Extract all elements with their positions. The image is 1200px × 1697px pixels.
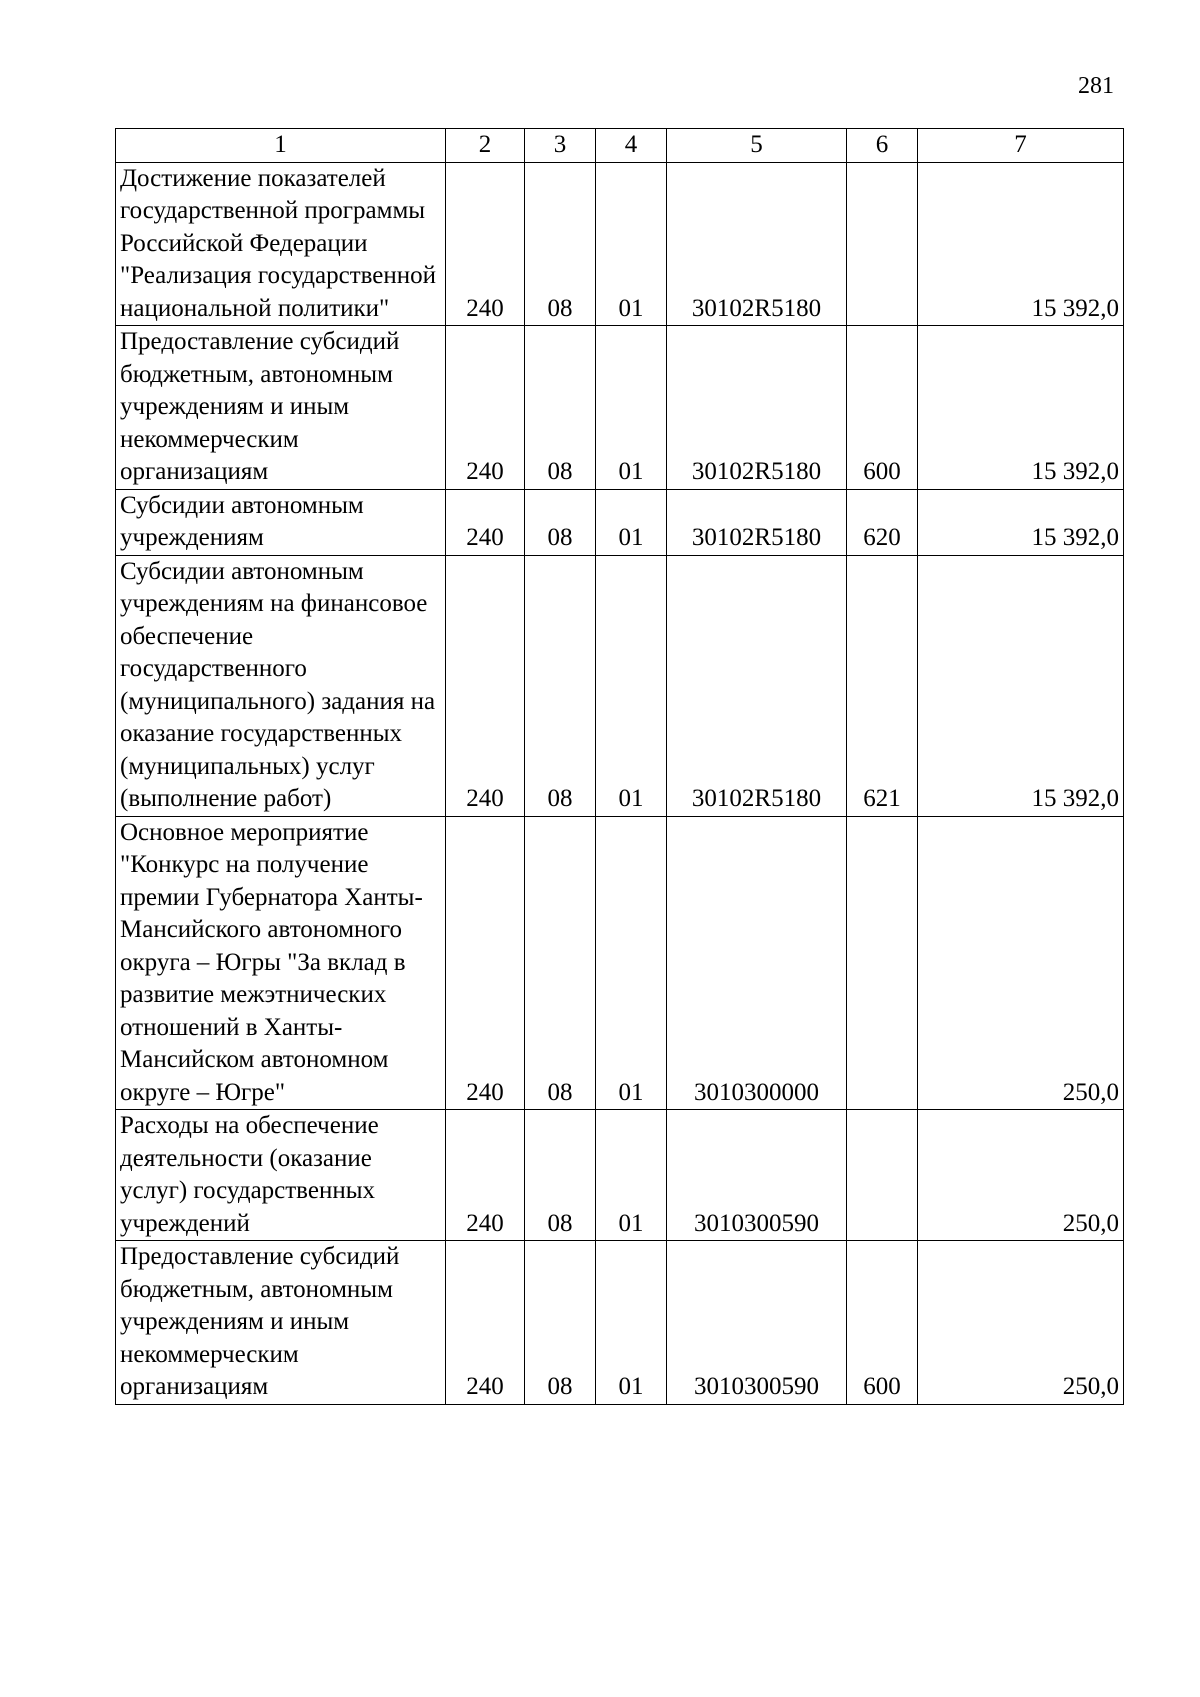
column-header: 6 <box>847 129 918 163</box>
section-code: 08 <box>525 489 596 555</box>
row-description: Субсидии автономным учреждениям <box>116 489 446 555</box>
row-description: Расходы на обеспечение деятельности (оказание услуг) государственных учреждений <box>116 1110 446 1241</box>
page-number: 281 <box>1078 73 1114 99</box>
section-code: 08 <box>525 162 596 326</box>
section-code: 08 <box>525 1110 596 1241</box>
section-code: 08 <box>525 555 596 816</box>
row-description: Предоставление субсидий бюджетным, автономным учреждениям и иным некоммерческим организациям <box>116 326 446 490</box>
row-description: Достижение показателей государственной программы Российской Федерации "Реализация государственной национальной политики" <box>116 162 446 326</box>
section-code: 08 <box>525 1241 596 1405</box>
table-row <box>116 816 1124 1110</box>
table-header-row <box>116 129 1124 163</box>
table-row <box>116 489 1124 555</box>
ministry-code: 240 <box>446 162 525 326</box>
column-header: 7 <box>918 129 1124 163</box>
table-row <box>116 162 1124 326</box>
row-description: Субсидии автономным учреждениям на финансовое обеспечение государственного (муниципального) задания на оказание государственных (муниципальных) услуг (выполнение работ) <box>116 555 446 816</box>
subsection-code: 01 <box>596 326 667 490</box>
amount: 15 392,0 <box>918 326 1124 490</box>
target-article-code: 30102R5180 <box>667 555 847 816</box>
column-header: 2 <box>446 129 525 163</box>
ministry-code: 240 <box>446 1110 525 1241</box>
target-article-code: 30102R5180 <box>667 489 847 555</box>
row-description: Основное мероприятие "Конкурс на получение премии Губернатора Ханты-Мансийского автономного округа – Югры "За вклад в развитие межэтнических отношений в Ханты-Мансийском автономном округе – Югре" <box>116 816 446 1110</box>
section-code: 08 <box>525 326 596 490</box>
target-article-code: 3010300590 <box>667 1241 847 1405</box>
expense-type-code: 620 <box>847 489 918 555</box>
amount: 15 392,0 <box>918 489 1124 555</box>
amount: 15 392,0 <box>918 162 1124 326</box>
section-code: 08 <box>525 816 596 1110</box>
amount: 250,0 <box>918 1110 1124 1241</box>
subsection-code: 01 <box>596 489 667 555</box>
ministry-code: 240 <box>446 555 525 816</box>
row-description: Предоставление субсидий бюджетным, автономным учреждениям и иным некоммерческим организациям <box>116 1241 446 1405</box>
target-article-code: 30102R5180 <box>667 326 847 490</box>
amount: 250,0 <box>918 816 1124 1110</box>
column-header: 5 <box>667 129 847 163</box>
expense-type-code: 600 <box>847 1241 918 1405</box>
expense-type-code <box>847 1110 918 1241</box>
table-row <box>116 1110 1124 1241</box>
ministry-code: 240 <box>446 489 525 555</box>
column-header: 4 <box>596 129 667 163</box>
target-article-code: 3010300590 <box>667 1110 847 1241</box>
expense-type-code: 621 <box>847 555 918 816</box>
subsection-code: 01 <box>596 555 667 816</box>
ministry-code: 240 <box>446 1241 525 1405</box>
expense-type-code <box>847 816 918 1110</box>
amount: 15 392,0 <box>918 555 1124 816</box>
amount: 250,0 <box>918 1241 1124 1405</box>
target-article-code: 30102R5180 <box>667 162 847 326</box>
subsection-code: 01 <box>596 162 667 326</box>
budget-table <box>115 128 1124 1405</box>
target-article-code: 3010300000 <box>667 816 847 1110</box>
table-row <box>116 326 1124 490</box>
column-header: 3 <box>525 129 596 163</box>
ministry-code: 240 <box>446 816 525 1110</box>
column-header: 1 <box>116 129 446 163</box>
table-row <box>116 555 1124 816</box>
expense-type-code <box>847 162 918 326</box>
ministry-code: 240 <box>446 326 525 490</box>
subsection-code: 01 <box>596 816 667 1110</box>
table-row <box>116 1241 1124 1405</box>
expense-type-code: 600 <box>847 326 918 490</box>
subsection-code: 01 <box>596 1110 667 1241</box>
subsection-code: 01 <box>596 1241 667 1405</box>
